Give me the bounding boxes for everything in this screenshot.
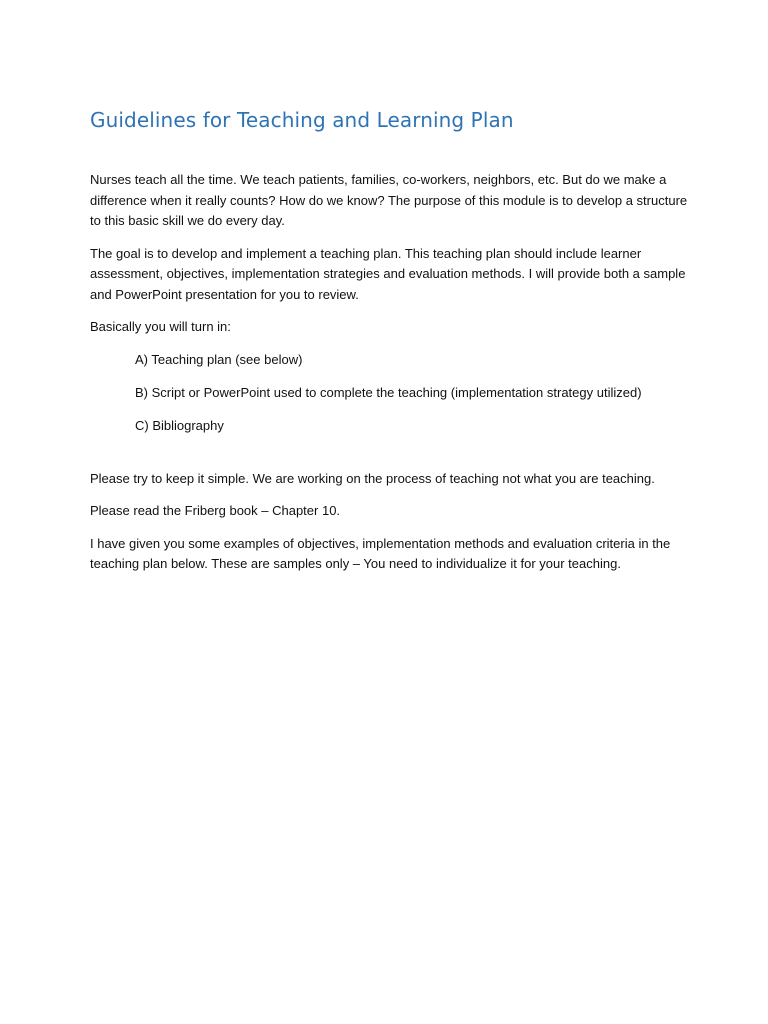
list-item: C) Bibliography bbox=[135, 417, 224, 433]
paragraph-spacer bbox=[90, 449, 690, 469]
document-title: Guidelines for Teaching and Learning Plan bbox=[90, 108, 514, 132]
turn-in-lead: Basically you will turn in: bbox=[90, 319, 231, 334]
document-content bbox=[90, 106, 690, 587]
keep-simple-paragraph: Please try to keep it simple. We are working on the process of teaching not what you are teaching. bbox=[90, 470, 655, 486]
list-item: B) Script or PowerPoint used to complete the teaching (implementation strategy utilized) bbox=[135, 384, 642, 400]
examples-paragraph: I have given you some examples of objectives, implementation methods and evaluation criteria in the teaching plan below. These are samples only – You need to individualize it for your teaching. bbox=[90, 535, 671, 571]
turn-in-list bbox=[135, 350, 690, 437]
goal-paragraph: The goal is to develop and implement a teaching plan. This teaching plan should include learner assessment, objectives, implementation strategies and evaluation methods. I will provide both a sample and PowerPoint presentation for you to review. bbox=[90, 245, 686, 302]
list-item: A) Teaching plan (see below) bbox=[135, 351, 303, 367]
intro-paragraph: Nurses teach all the time. We teach patients, families, co-workers, neighbors, etc. But do we make a difference when it really counts? How do we know? The purpose of this module is to develop a structure to this basic skill we do every day. bbox=[90, 172, 688, 228]
reading-paragraph: Please read the Friberg book – Chapter 10. bbox=[90, 503, 341, 518]
